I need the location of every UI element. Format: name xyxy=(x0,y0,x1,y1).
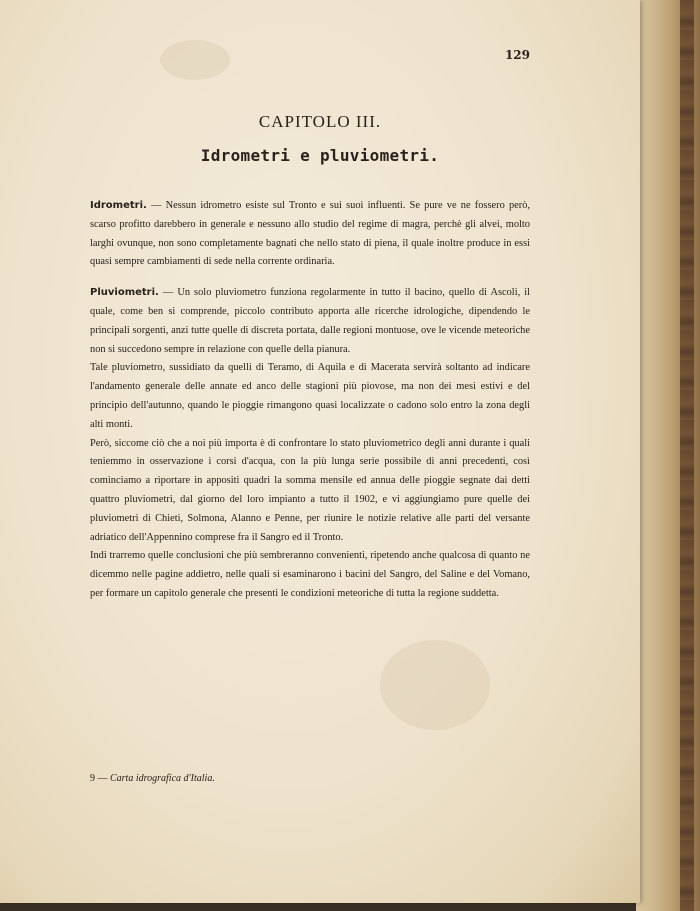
page-footer xyxy=(90,773,215,784)
paragraph-text: — Nessun idrometro esiste sul Tronto e sui suoi influenti. Se pure ve ne fossero però, scarso profitto darebbero in generale e nessuno allo studio del regime di magra, perchè gli alvei, molto larghi ovunque, non sono completamente bagnati che nello stato di piena, il quale inoltre produce in essi quasi sempre cambiamenti di sede nella corrente ordinaria. xyxy=(90,200,530,268)
paragraph-pluviometri xyxy=(90,284,530,359)
paper-stain xyxy=(380,640,490,730)
paragraph: Però, siccome ciò che a noi più importa è di confrontare lo stato pluviometrico degli anni durante i quali teniemmo in osservazione i corsi d'acqua, con la più lunga serie possibile di anni precedenti, così cominciamo a riportare in appositi quadri la somma mensile ed annua delle pioggie segnate dai detti quattro pluviometri, dal giorno del loro impianto a tutto il 1902, e vi aggiungiamo pure quelle dei pluviometri di Chieti, Solmona, Alanno e Penne, per riunire le notizie relative alle parti del versante adriatico dell'Appennino comprese fra il Sangro ed il Tronto. xyxy=(90,437,530,543)
book-edge xyxy=(636,0,700,911)
footer-title: Carta idrografica d'Italia. xyxy=(110,773,215,784)
paper-stain xyxy=(160,40,230,80)
paragraph-lead: Pluviometri. xyxy=(90,287,159,299)
footer-number: 9 — xyxy=(90,773,108,784)
paragraph: Indi trarremo quelle conclusioni che più sembreranno convenienti, ripetendo anche qualcosa di quanto ne dicemmo nelle pagine addietro, nelle quali si esaminarono i bacini del Sangro, del Saline e del Vomano, per formare un capitolo generale che presenti le condizioni meteoriche di tutta la regione suddetta. xyxy=(90,550,530,599)
body-text xyxy=(90,197,530,604)
chapter-title: CAPITOLO III. xyxy=(258,112,382,131)
section-title: Idrometri e pluviometri. xyxy=(200,146,440,165)
paragraph-lead: Idrometri. xyxy=(90,200,147,211)
paragraph-text: — Un solo pluviometro funziona regolarmente in tutto il bacino, quello di Ascoli, il quale, come ben si comprende, piccolo contributo apporta alle ricerche idrologiche, dipendendo le principali sorgenti, anzi tutte quelle di discreta portata, dalle regioni montuose, ove le vicende meteoriche non si succedono sempre in relazione con quelle della pianura. xyxy=(90,287,530,355)
book-spine xyxy=(680,0,694,911)
page-number: 129 xyxy=(504,48,530,62)
paragraph-idrometri xyxy=(90,197,530,272)
paragraph: Tale pluviometro, sussidiato da quelli di Teramo, di Aquila e di Macerata servirà soltanto ad indicare l'andamento generale delle annate ed anco delle stagioni più piovose, ma non dei mesi estivi e del principio dell'autunno, quando le pioggie rimangono quasi localizzate o cadono solo entro la zona degli alti monti. xyxy=(90,362,530,430)
